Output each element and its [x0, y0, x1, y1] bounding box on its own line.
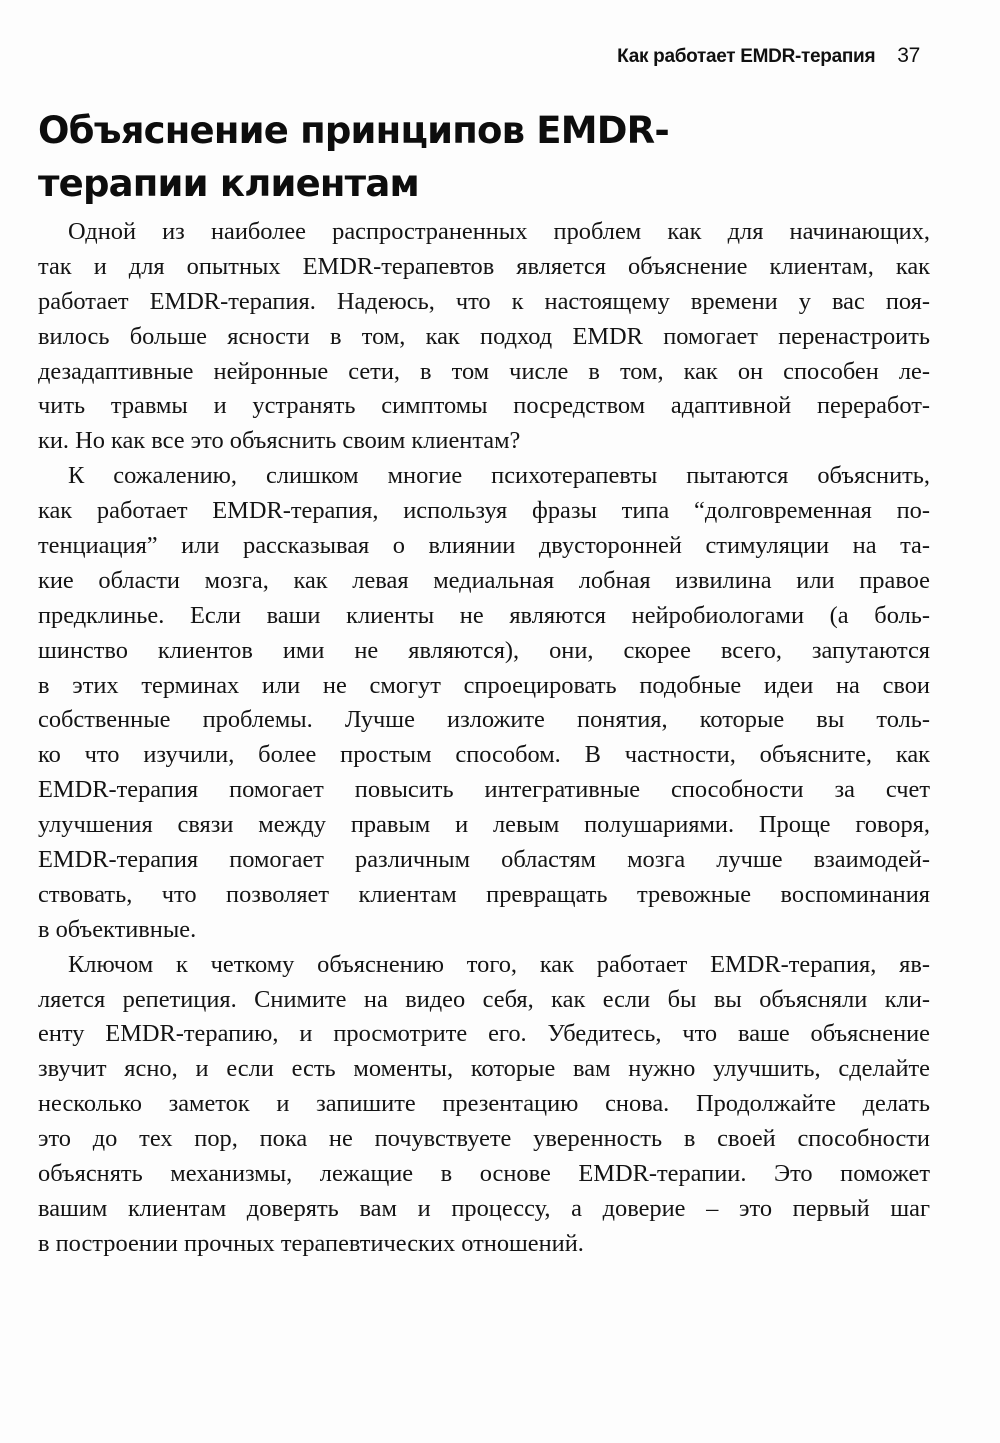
text-line: EMDR-терапия помогает различным областям мозга лучше взаимодей- [38, 846, 930, 874]
text-line: енту EMDR-терапию, и просмотрите его. Убедитесь, что ваше объяснение [38, 1020, 930, 1048]
text-line: К сожалению, слишком многие психотерапевты пытаются объяснить, [68, 462, 930, 490]
text-line: ки. Но как все это объяснить своим клиентам? [38, 427, 521, 455]
section-heading-line: терапии клиентам [38, 162, 419, 205]
text-line: ляется репетиция. Снимите на видео себя, как если бы вы объясняли кли- [38, 985, 930, 1013]
page-number: 37 [897, 44, 920, 67]
section-heading [38, 104, 738, 210]
text-line: предклинье. Если ваши клиенты не являются нейробиологами (а боль- [38, 601, 930, 629]
text-line: шинство клиентов ими не являются), они, скорее всего, запутаются [38, 636, 930, 664]
text-line: собственные проблемы. Лучше изложите понятия, которые вы толь- [38, 706, 930, 734]
text-line: в построении прочных терапевтических отношений. [38, 1229, 584, 1257]
section-heading-line: Объяснение принципов EMDR- [38, 109, 669, 152]
text-line: так и для опытных EMDR-терапевтов является объяснение клиентам, как [38, 252, 930, 280]
text-line: в объективные. [38, 915, 197, 943]
text-line: чить травмы и устранять симптомы посредством адаптивной переработ- [38, 392, 930, 420]
paragraph-2 [38, 459, 930, 947]
paragraph-3 [38, 948, 930, 1262]
text-line: ко что изучили, более простым способом. В частности, объясните, как [38, 741, 930, 769]
text-line: ствовать, что позволяет клиентам превращать тревожные воспоминания [38, 880, 930, 908]
text-line: дезадаптивные нейронные сети, в том числе в том, как он способен ле- [38, 357, 930, 385]
text-line: работает EMDR-терапия. Надеюсь, что к настоящему времени у вас поя- [38, 287, 930, 315]
text-line: объяснять механизмы, лежащие в основе EMDR-терапии. Это поможет [38, 1160, 930, 1188]
text-line: Ключом к четкому объяснению того, как работает EMDR-терапия, яв- [68, 950, 930, 978]
text-line: вашим клиентам доверять вам и процессу, а доверие – это первый шаг [38, 1194, 930, 1222]
text-line: EMDR-терапия помогает повысить интегративные способности за счет [38, 776, 930, 804]
text-line: улучшения связи между правым и левым полушариями. Проще говоря, [38, 811, 930, 839]
text-line: как работает EMDR-терапия, используя фразы типа “долговременная по- [38, 497, 930, 525]
text-line: кие области мозга, как левая медиальная лобная извилина или правое [38, 566, 930, 594]
text-line: тенциация” или рассказывая о влиянии двусторонней стимуляции на та- [38, 532, 930, 560]
text-line: Одной из наиболее распространенных проблем как для начинающих, [68, 218, 930, 245]
paragraph-1 [38, 215, 930, 459]
running-head [617, 44, 920, 68]
running-head-title: Как работает EMDR-терапия [617, 46, 876, 67]
text-line: несколько заметок и запишите презентацию снова. Продолжайте делать [38, 1090, 930, 1118]
text-line: звучит ясно, и если есть моменты, которые вам нужно улучшить, сделайте [38, 1055, 930, 1083]
text-line: вилось больше ясности в том, как подход EMDR помогает перенастроить [38, 322, 930, 350]
body-text [38, 215, 930, 1262]
text-line: в этих терминах или не смогут спроецировать подобные идеи на свои [38, 671, 930, 699]
text-line: это до тех пор, пока не почувствуете уверенность в своей способности [38, 1125, 930, 1153]
